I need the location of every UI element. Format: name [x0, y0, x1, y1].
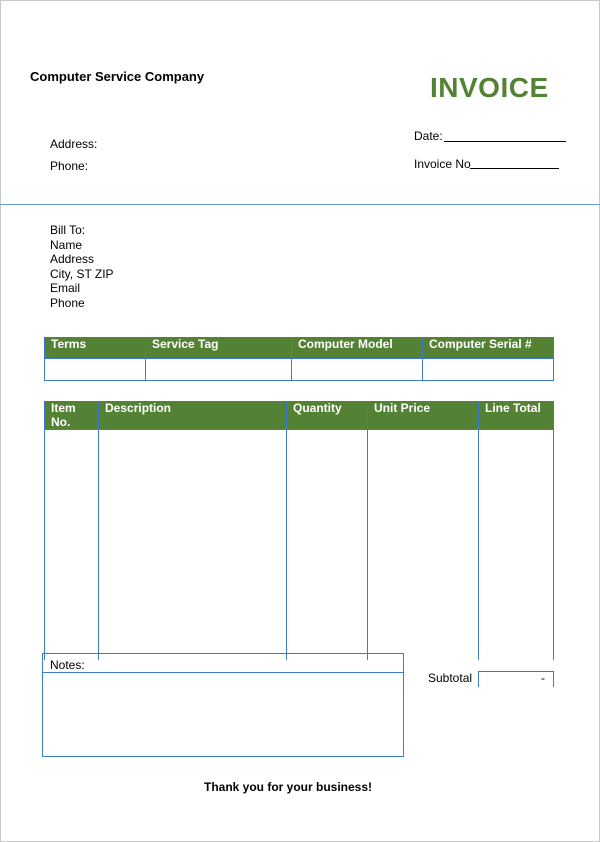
- date-field[interactable]: [444, 141, 566, 142]
- company-name: Computer Service Company: [30, 69, 205, 84]
- description-column[interactable]: [99, 430, 287, 661]
- notes-header-row: [43, 654, 403, 673]
- bill-to-city: City, ST ZIP: [50, 266, 114, 281]
- invoice-no-label: Invoice No: [414, 157, 471, 171]
- bill-to-phone: Phone: [50, 295, 85, 310]
- unit-price-column[interactable]: [368, 430, 479, 661]
- terms-cell[interactable]: [45, 359, 146, 381]
- date-label: Date:: [414, 129, 443, 143]
- bill-to-heading: Bill To:: [50, 223, 86, 237]
- computer-model-header: Computer Model: [292, 337, 423, 359]
- computer-model-cell[interactable]: [292, 359, 423, 381]
- terms-table: [44, 337, 554, 381]
- service-tag-cell[interactable]: [146, 359, 292, 381]
- terms-header: Terms: [45, 337, 146, 359]
- bill-to-name: Name: [50, 237, 83, 252]
- subtotal-label: Subtotal: [428, 671, 473, 685]
- quantity-header: Quantity: [287, 401, 368, 430]
- terms-input-row: [45, 359, 554, 381]
- computer-serial-cell[interactable]: [423, 359, 554, 381]
- bill-to-email: Email: [50, 281, 81, 295]
- items-header-row: [45, 401, 554, 430]
- notes-box[interactable]: [42, 653, 404, 757]
- header-divider: [0, 204, 600, 205]
- address-label: Address:: [50, 137, 98, 151]
- unit-price-header: Unit Price: [368, 401, 479, 430]
- service-tag-header: Service Tag: [146, 337, 292, 359]
- items-body-row: [45, 430, 554, 661]
- notes-label: Notes:: [50, 658, 85, 672]
- invoice-no-field[interactable]: [470, 168, 559, 169]
- description-header: Description: [99, 401, 287, 430]
- computer-serial-header: Computer Serial #: [423, 337, 554, 359]
- quantity-column[interactable]: [287, 430, 368, 661]
- line-total-column[interactable]: [479, 430, 554, 661]
- thank-you-message: Thank you for your business!: [203, 780, 373, 794]
- bill-to-block: [50, 223, 114, 310]
- items-table: [44, 401, 554, 660]
- item-no-column[interactable]: [45, 430, 99, 661]
- bill-to-address: Address: [50, 252, 95, 266]
- subtotal-value: -: [541, 671, 545, 685]
- invoice-title: INVOICE: [430, 72, 549, 103]
- phone-label: Phone:: [50, 159, 89, 173]
- terms-header-row: [45, 337, 554, 359]
- item-no-header: Item No.: [45, 401, 99, 430]
- line-total-header: Line Total: [479, 401, 554, 430]
